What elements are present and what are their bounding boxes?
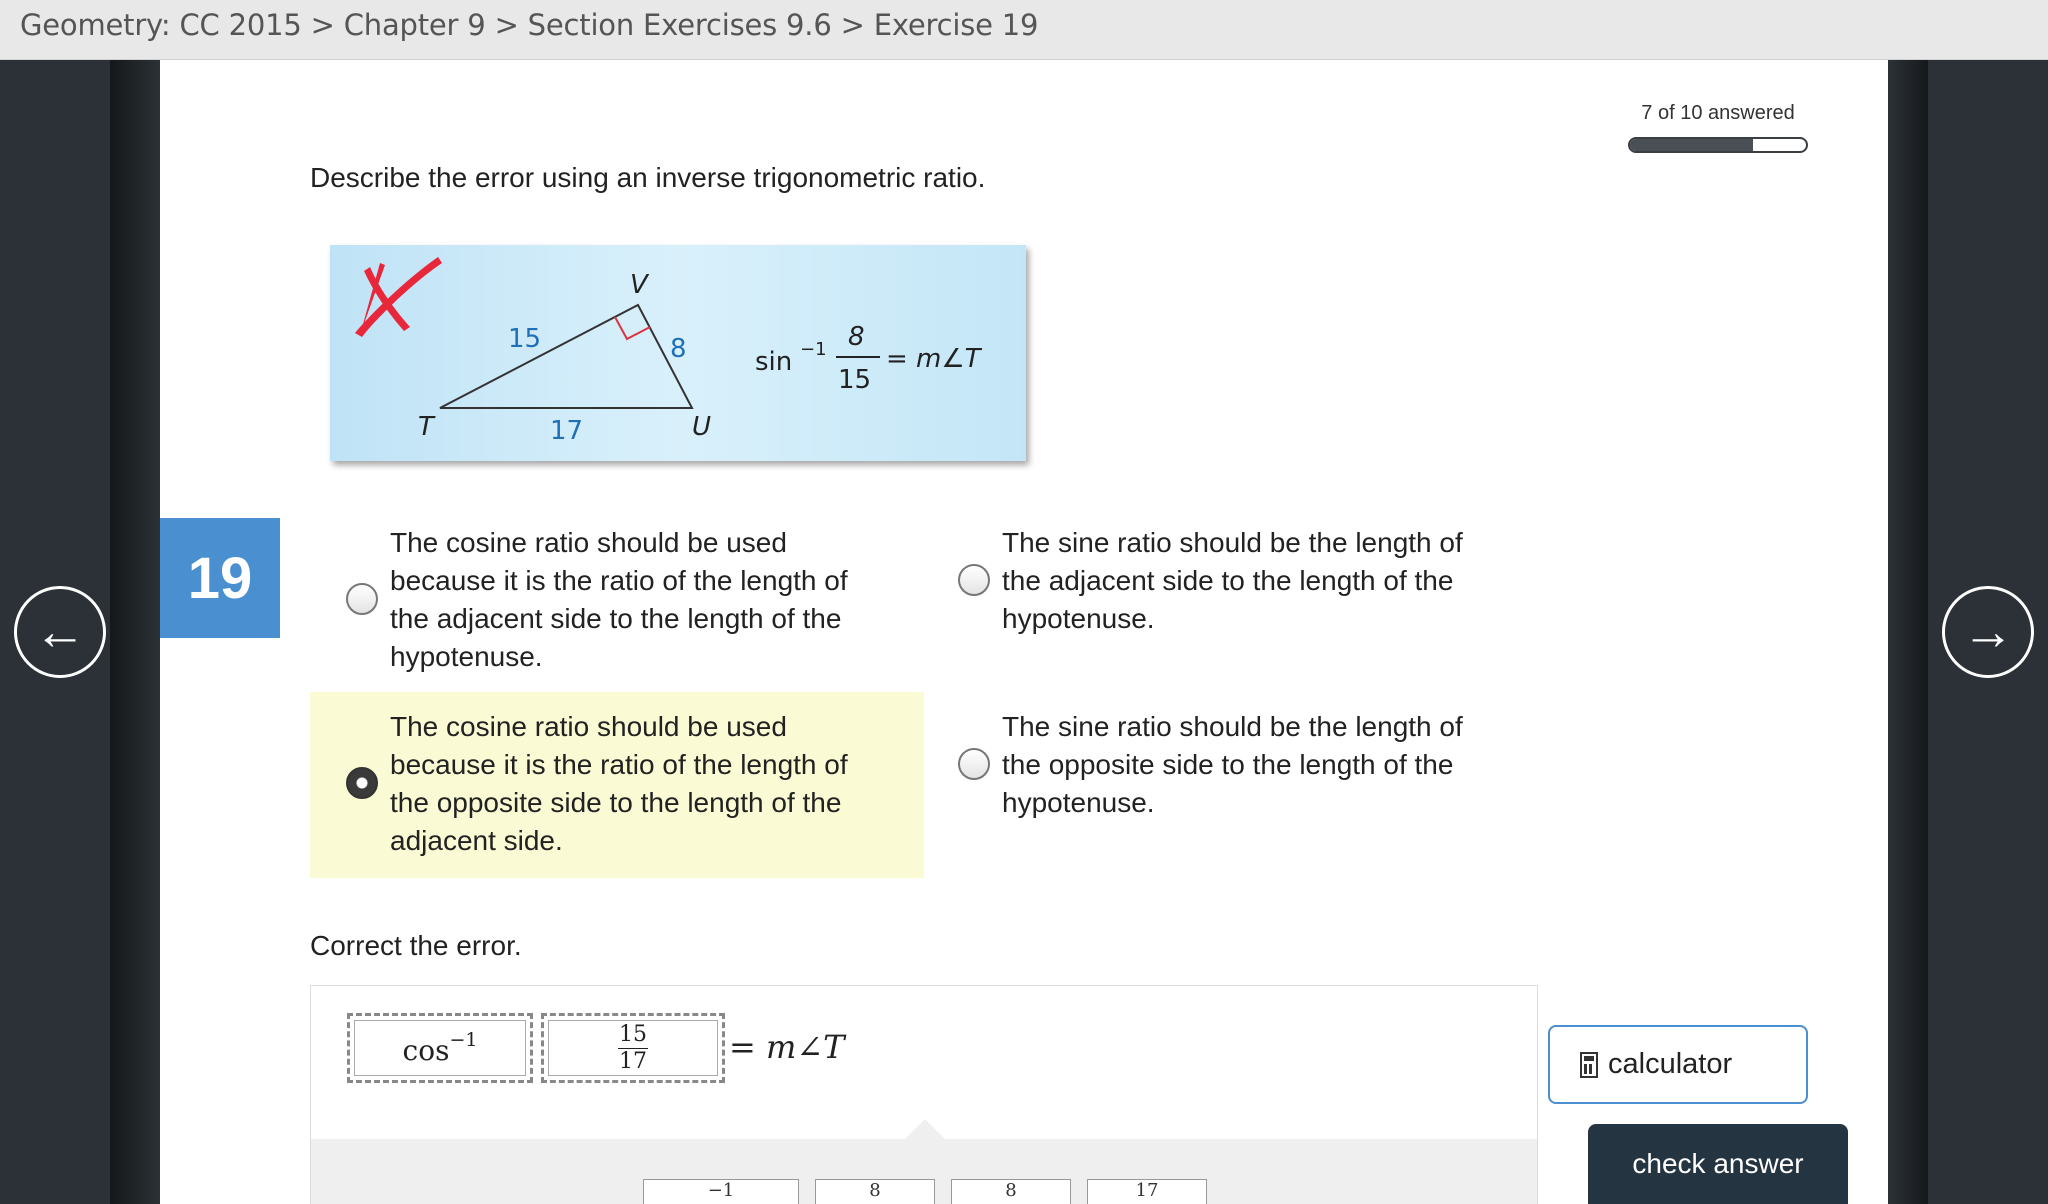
radio-choice-c[interactable] — [346, 767, 378, 799]
triangle-shape — [440, 305, 692, 408]
choice-c[interactable] — [310, 692, 924, 878]
radio-choice-d[interactable] — [958, 748, 990, 780]
slot-function-value: $\cos^{-1}$ — [402, 1029, 478, 1067]
correct-error-label: Correct the error. — [310, 930, 522, 961]
side-tu-label: 17 — [550, 416, 584, 446]
tile-tray — [311, 1139, 1537, 1204]
breadcrumb[interactable]: Geometry: CC 2015 > Chapter 9 > Section Exercises 9.6 > Exercise 19 — [20, 8, 1039, 42]
prev-arrow-icon[interactable]: ← — [14, 586, 106, 678]
choice-d[interactable] — [922, 692, 1536, 832]
side-vu-label: 8 — [670, 334, 687, 364]
tray-tile[interactable]: −1 — [643, 1179, 799, 1204]
triangle-diagram — [330, 245, 1026, 461]
progress-fill — [1630, 139, 1753, 151]
answer-editor — [310, 985, 1538, 1204]
eq-rhs: = m∠T — [886, 344, 981, 374]
calculator-icon — [1580, 1052, 1598, 1078]
radio-choice-a[interactable] — [346, 583, 378, 615]
right-angle-mark — [615, 317, 650, 339]
vertex-t-label: T — [418, 412, 434, 442]
left-shadow — [110, 60, 160, 1204]
top-bar — [0, 0, 2048, 60]
radio-choice-b[interactable] — [958, 564, 990, 596]
choice-b-text: The sine ratio should be the length of the adjacent side to the length of the hypotenuse. — [1002, 527, 1463, 634]
choice-c-text: The cosine ratio should be used because it is the ratio of the length of the opposite side to the length of the adjacent side. — [390, 711, 848, 856]
calculator-label: calculator — [1608, 1048, 1733, 1080]
eq-func: sin — [755, 347, 793, 377]
tray-tile[interactable]: 8 — [951, 1179, 1071, 1204]
question-number: 19 — [160, 518, 280, 638]
choice-a[interactable] — [310, 518, 924, 688]
vertex-u-label: U — [692, 412, 712, 442]
eq-num: 8 — [848, 322, 865, 352]
side-tv-label: 15 — [508, 324, 542, 354]
slot-ratio-value: $\frac{15}{17}$ — [619, 1021, 647, 1074]
error-figure — [330, 245, 1026, 461]
next-arrow-icon[interactable]: → — [1942, 586, 2034, 678]
question-prompt: Describe the error using an inverse trigonometric ratio. — [310, 162, 986, 193]
tray-notch — [903, 1119, 947, 1141]
progress-text: 7 of 10 answered — [1641, 102, 1795, 124]
answer-rhs: = m∠T — [729, 1028, 845, 1066]
eq-exp: −1 — [800, 339, 827, 360]
choice-a-text: The cosine ratio should be used because it is the ratio of the length of the adjacent side to the length of the hypotenuse. — [390, 527, 848, 672]
tray-tile[interactable]: 8 — [815, 1179, 935, 1204]
right-shadow — [1888, 60, 1928, 1204]
calculator-button[interactable] — [1548, 1025, 1808, 1104]
choice-d-text: The sine ratio should be the length of the opposite side to the length of the hypotenuse. — [1002, 711, 1463, 818]
answer-slot-function[interactable] — [347, 1013, 533, 1083]
progress-bar — [1628, 137, 1808, 153]
tray-tile[interactable]: 17 — [1087, 1179, 1207, 1204]
eq-den: 15 — [838, 365, 872, 395]
choice-b[interactable] — [922, 518, 1536, 648]
check-answer-button[interactable]: check answer — [1588, 1124, 1848, 1204]
answer-slot-ratio[interactable] — [541, 1013, 725, 1083]
vertex-v-label: V — [630, 270, 648, 300]
